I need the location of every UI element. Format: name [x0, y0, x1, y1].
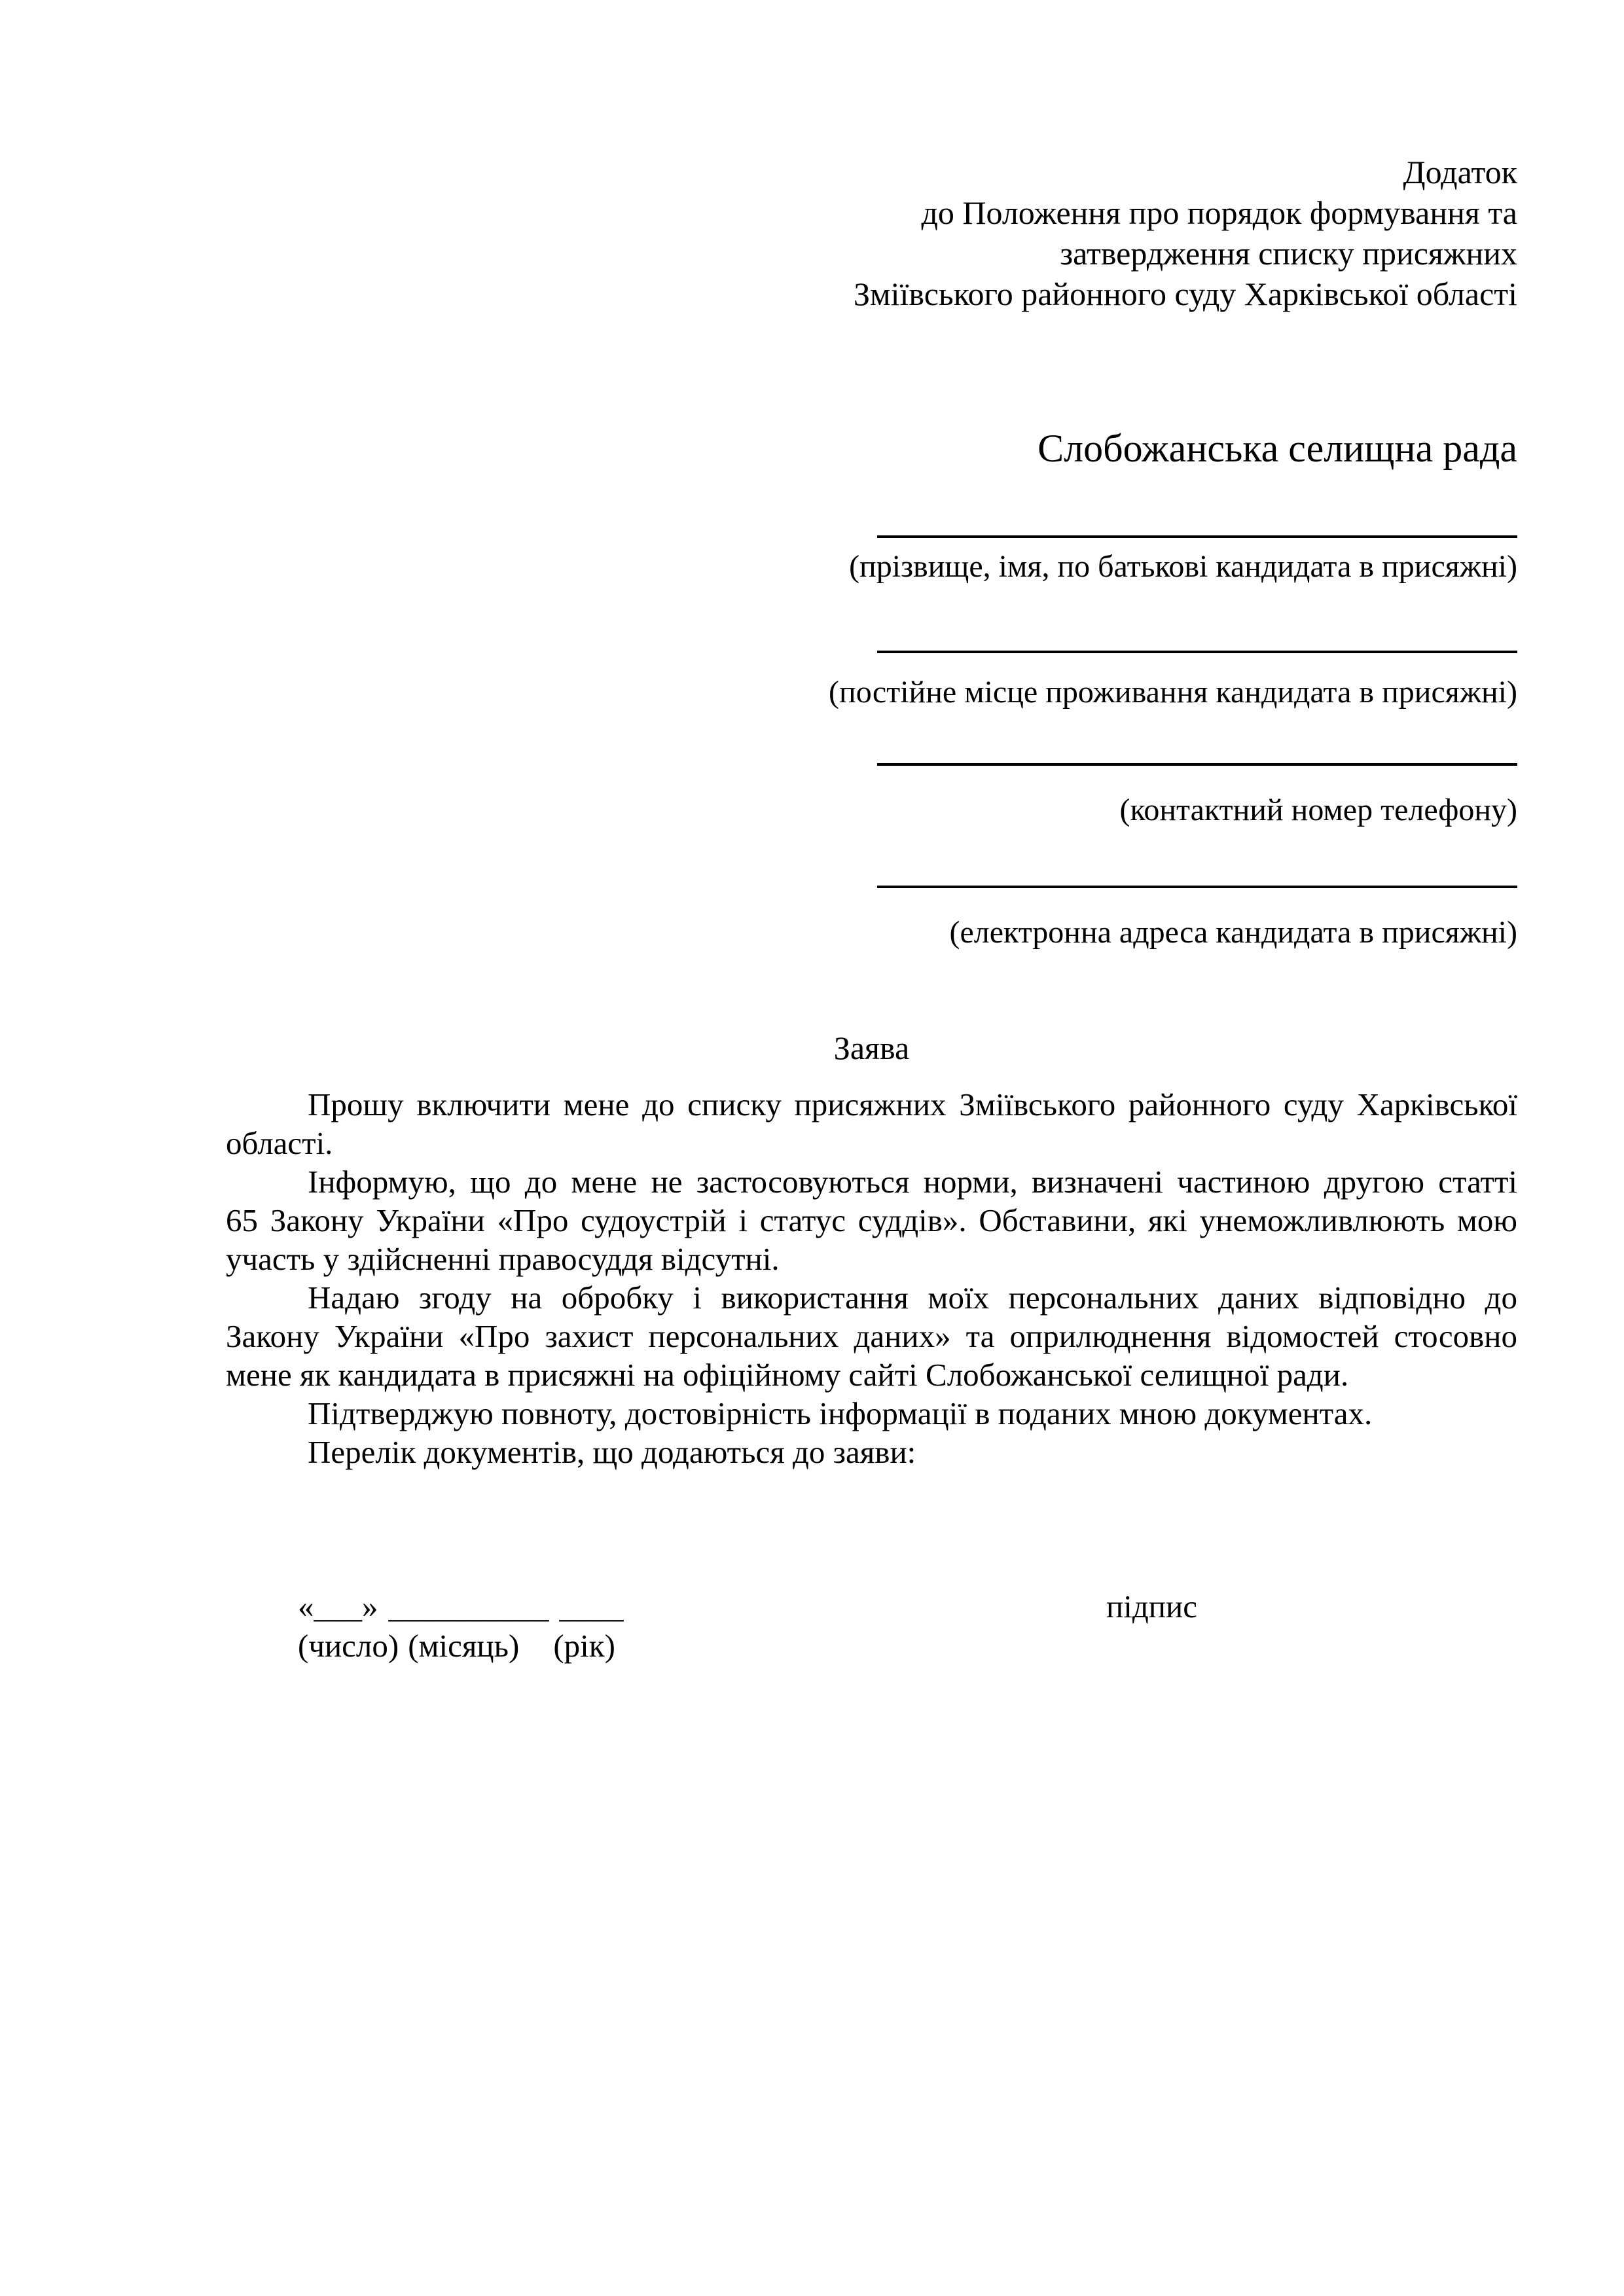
paragraph-line: Надаю згоду на обробку і використання моїх персональних даних відповідно до [308, 1280, 1517, 1316]
paragraph-line: області. [226, 1125, 333, 1161]
paragraph-line: мене як кандидата в присяжні на офіційному сайті Слобожанської селищної ради. [226, 1357, 1349, 1393]
date-year-label: (рік) [553, 1628, 615, 1664]
field-blank-line-phone [877, 763, 1517, 766]
signature-label: підпис [1106, 1588, 1197, 1624]
paragraph-line: Перелік документів, що додаються до заяви: [308, 1434, 916, 1470]
date-year-blank: ____ [559, 1588, 624, 1624]
field-label-name: (прізвище, імя, по батькові кандидата в присяжні) [849, 549, 1517, 584]
paragraph-line: Інформую, що до мене не застосовуються норми, визначені частиною другою статті [308, 1164, 1517, 1200]
field-group-email [226, 886, 1517, 952]
field-group-phone [226, 763, 1517, 830]
date-month-label: (місяць) [408, 1628, 520, 1664]
annex-header-line: до Положення про порядок формування та [921, 194, 1517, 231]
field-label-address: (постійне місце проживання кандидата в присяжні) [829, 675, 1517, 709]
field-group-name [226, 535, 1517, 586]
paragraph-line: Підтверджую повноту, достовірність інформації в поданих мною документах. [308, 1395, 1373, 1431]
field-blank-line-email [877, 886, 1517, 888]
date-day-label: (число) [298, 1628, 399, 1664]
date-day-blank: «___» [298, 1588, 378, 1624]
date-row [298, 1587, 1517, 1626]
date-labels-row [298, 1626, 1517, 1666]
field-blank-line-address [877, 651, 1517, 653]
recipient-title: Слобожанська селищна рада [1038, 427, 1517, 470]
annex-header-line: Додаток [1403, 154, 1517, 190]
paragraph-line: Прошу включити мене до списку присяжних Зміївського районного суду Харківської [308, 1086, 1517, 1122]
paragraph-line: 65 Закону України «Про судоустрій і статус суддів». Обставини, які унеможливлюють мою [226, 1202, 1517, 1238]
signature-block [298, 1587, 1517, 1666]
statement-title: Заява [833, 1030, 910, 1066]
annex-header-line: затвердження списку присяжних [1060, 235, 1517, 272]
field-label-email: (електронна адреса кандидата в присяжні) [949, 915, 1517, 950]
annex-header-line: Зміївського районного суду Харківської області [853, 276, 1517, 312]
paragraph-line: участь у здійсненні правосуддя відсутні. [226, 1241, 780, 1277]
field-blank-line-name [877, 535, 1517, 538]
date-month-blank: __________ [388, 1588, 549, 1624]
field-label-phone: (контактний номер телефону) [1119, 793, 1517, 827]
body-paragraphs [226, 1085, 1517, 1471]
paragraph-line: Закону України «Про захист персональних даних» та оприлюднення відомостей стосовно [226, 1318, 1517, 1354]
field-group-address [226, 651, 1517, 712]
annex-header [226, 152, 1517, 314]
